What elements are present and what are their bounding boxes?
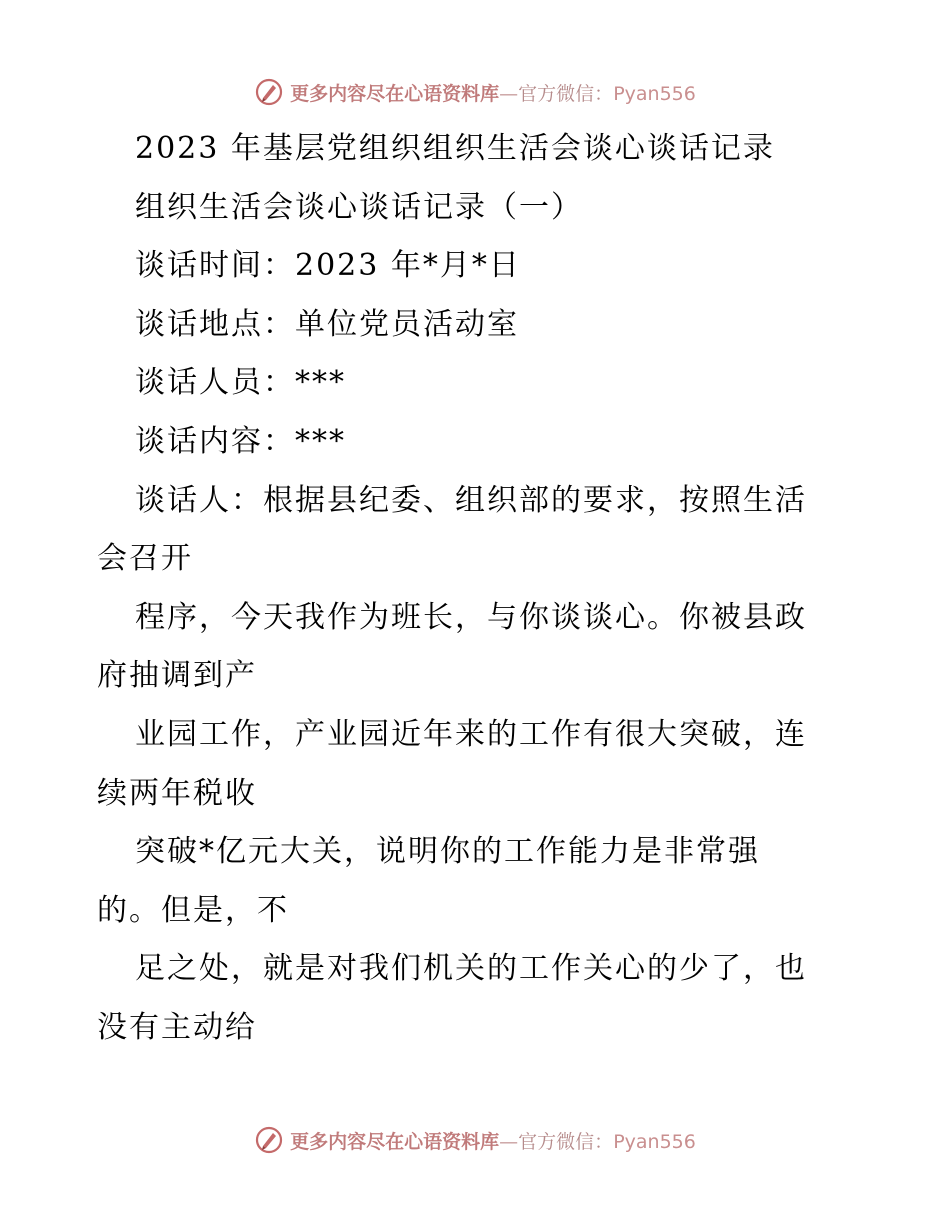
text-line: 府抽调到产: [97, 658, 257, 694]
pen-logo-icon: [254, 77, 284, 107]
text-line: 组织生活会谈心谈话记录（一）: [135, 189, 583, 225]
text-line: 会召开: [97, 541, 193, 577]
text-line: 没有主动给: [97, 1009, 257, 1045]
text-line: 2023 年基层党组织组织生活会谈心谈话记录: [135, 131, 775, 166]
watermark-text: [290, 79, 696, 106]
text-line: 业园工作，产业园近年来的工作有很大突破，连: [135, 716, 807, 752]
watermark-lead: 更多内容尽在心语资料库: [290, 1130, 500, 1153]
pen-logo-icon: [254, 1125, 284, 1155]
text-line: 谈话内容：***: [135, 423, 346, 459]
text-line: 谈话人员：***: [135, 365, 346, 401]
watermark-id: Pyan556: [613, 1130, 696, 1153]
text-line: 谈话地点：单位党员活动室: [135, 306, 519, 342]
watermark-dash: —: [499, 1130, 519, 1153]
text-line: 谈话时间：2023 年*月*日: [135, 248, 521, 284]
text-line: 续两年税收: [97, 775, 257, 811]
document-body: [97, 120, 857, 1058]
footer-watermark: [0, 1120, 950, 1160]
text-line: 谈话人：根据县纪委、组织部的要求，按照生活: [135, 482, 807, 518]
text-line: 程序，今天我作为班长，与你谈谈心。你被县政: [135, 599, 807, 635]
text-line: 的。但是，不: [97, 892, 289, 928]
watermark-id: Pyan556: [613, 82, 696, 105]
text-line: 突破*亿元大关，说明你的工作能力是非常强: [135, 834, 760, 870]
watermark-dash: —: [499, 82, 519, 105]
watermark-text: [290, 1127, 696, 1154]
watermark-label: 官方微信：: [518, 82, 614, 105]
watermark-label: 官方微信：: [518, 1130, 614, 1153]
text-line: 足之处，就是对我们机关的工作关心的少了，也: [135, 951, 807, 987]
watermark-lead: 更多内容尽在心语资料库: [290, 82, 500, 105]
header-watermark: [0, 72, 950, 112]
